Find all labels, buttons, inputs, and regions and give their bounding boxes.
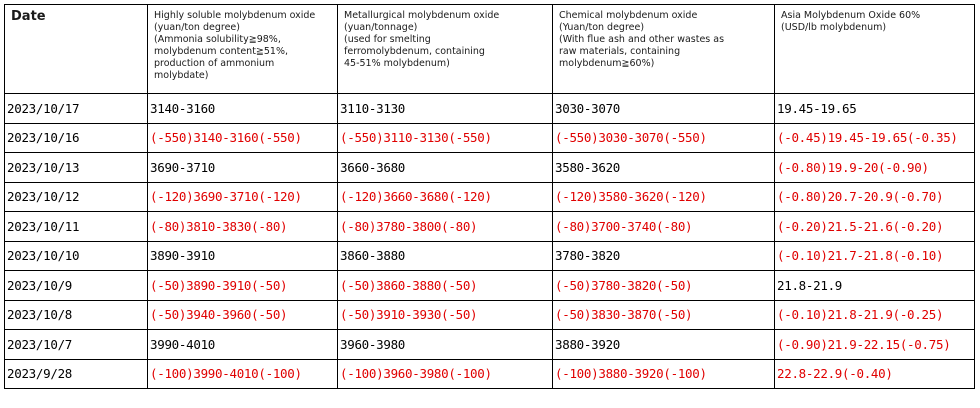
table-row [5,182,975,212]
price-cell: (-550)3110-3130(-550) [338,123,553,153]
date-cell: 2023/10/13 [5,153,148,183]
price-cell: (-50)3830-3870(-50) [553,300,775,330]
table-row [5,359,975,389]
header-line: (used for smelting [344,34,431,45]
date-cell: 2023/9/28 [5,359,148,389]
date-header [5,5,148,94]
table-row [5,123,975,153]
header-line: raw materials, containing [559,46,681,57]
price-cell: (-0.90)21.9-22.15(-0.75) [775,330,975,360]
date-cell: 2023/10/9 [5,271,148,301]
price-cell: (-0.80)20.7-20.9(-0.70) [775,182,975,212]
price-cell: 3880-3920 [553,330,775,360]
asia-oxide-header [775,5,975,94]
price-cell: (-80)3810-3830(-80) [148,212,338,242]
table-row [5,212,975,242]
price-cell: 3690-3710 [148,153,338,183]
price-cell: 3960-3980 [338,330,553,360]
date-cell: 2023/10/7 [5,330,148,360]
date-cell: 2023/10/10 [5,241,148,271]
header-row [5,5,975,94]
header-line: molybdenum≧60%) [559,58,655,69]
price-cell: (-50)3860-3880(-50) [338,271,553,301]
table-body [5,94,975,389]
highly-soluble-oxide-header [148,5,338,94]
header-line: (With flue ash and other wastes as [559,34,725,45]
table-row [5,271,975,301]
price-cell: 21.8-21.9 [775,271,975,301]
price-cell: 19.45-19.65 [775,94,975,124]
price-cell: 3780-3820 [553,241,775,271]
price-cell: 3860-3880 [338,241,553,271]
header-line: Metallurgical molybdenum oxide [344,10,500,21]
price-cell: (-50)3890-3910(-50) [148,271,338,301]
price-cell: (-0.20)21.5-21.6(-0.20) [775,212,975,242]
header-line: Date [11,9,46,24]
header-line: (yuan/tonnage) [344,22,418,33]
price-cell: (-550)3030-3070(-550) [553,123,775,153]
price-cell: (-50)3780-3820(-50) [553,271,775,301]
price-cell: (-120)3690-3710(-120) [148,182,338,212]
metallurgical-oxide-header [338,5,553,94]
price-cell: (-100)3880-3920(-100) [553,359,775,389]
table-row [5,300,975,330]
header-line: ferromolybdenum, containing [344,46,485,57]
price-cell: 3140-3160 [148,94,338,124]
price-table [4,4,975,389]
header-line: 45-51% molybdenum) [344,58,450,69]
price-cell: (-0.10)21.8-21.9(-0.25) [775,300,975,330]
price-cell: (-0.10)21.7-21.8(-0.10) [775,241,975,271]
price-cell: 22.8-22.9(-0.40) [775,359,975,389]
date-cell: 2023/10/11 [5,212,148,242]
header-line: Highly soluble molybdenum oxide [154,10,316,21]
price-cell: (-0.45)19.45-19.65(-0.35) [775,123,975,153]
header-line: molybdenum content≧51%, [154,46,289,57]
header-line: (yuan/ton degree) [154,22,240,33]
price-cell: (-50)3910-3930(-50) [338,300,553,330]
date-cell: 2023/10/12 [5,182,148,212]
price-cell: 3890-3910 [148,241,338,271]
header-line: (Ammonia solubility≧98%, [154,34,281,45]
price-cell: (-120)3660-3680(-120) [338,182,553,212]
price-cell: (-550)3140-3160(-550) [148,123,338,153]
header-line: (Yuan/ton degree) [559,22,645,33]
header-line: Asia Molybdenum Oxide 60% [781,10,921,21]
date-cell: 2023/10/17 [5,94,148,124]
price-cell: (-120)3580-3620(-120) [553,182,775,212]
price-cell: (-50)3940-3960(-50) [148,300,338,330]
header-line: (USD/lb molybdenum) [781,22,887,33]
table-row [5,241,975,271]
price-cell: 3580-3620 [553,153,775,183]
price-cell: 3990-4010 [148,330,338,360]
table-row [5,94,975,124]
price-cell: 3030-3070 [553,94,775,124]
header-line: Chemical molybdenum oxide [559,10,698,21]
header-line: production of ammonium [154,58,275,69]
price-cell: 3110-3130 [338,94,553,124]
header-line: molybdate) [154,70,209,81]
price-cell: (-100)3960-3980(-100) [338,359,553,389]
price-cell: 3660-3680 [338,153,553,183]
table-row [5,330,975,360]
date-cell: 2023/10/16 [5,123,148,153]
table-row [5,153,975,183]
price-cell: (-100)3990-4010(-100) [148,359,338,389]
price-cell: (-0.80)19.9-20(-0.90) [775,153,975,183]
chemical-oxide-header [553,5,775,94]
date-cell: 2023/10/8 [5,300,148,330]
price-cell: (-80)3700-3740(-80) [553,212,775,242]
price-cell: (-80)3780-3800(-80) [338,212,553,242]
